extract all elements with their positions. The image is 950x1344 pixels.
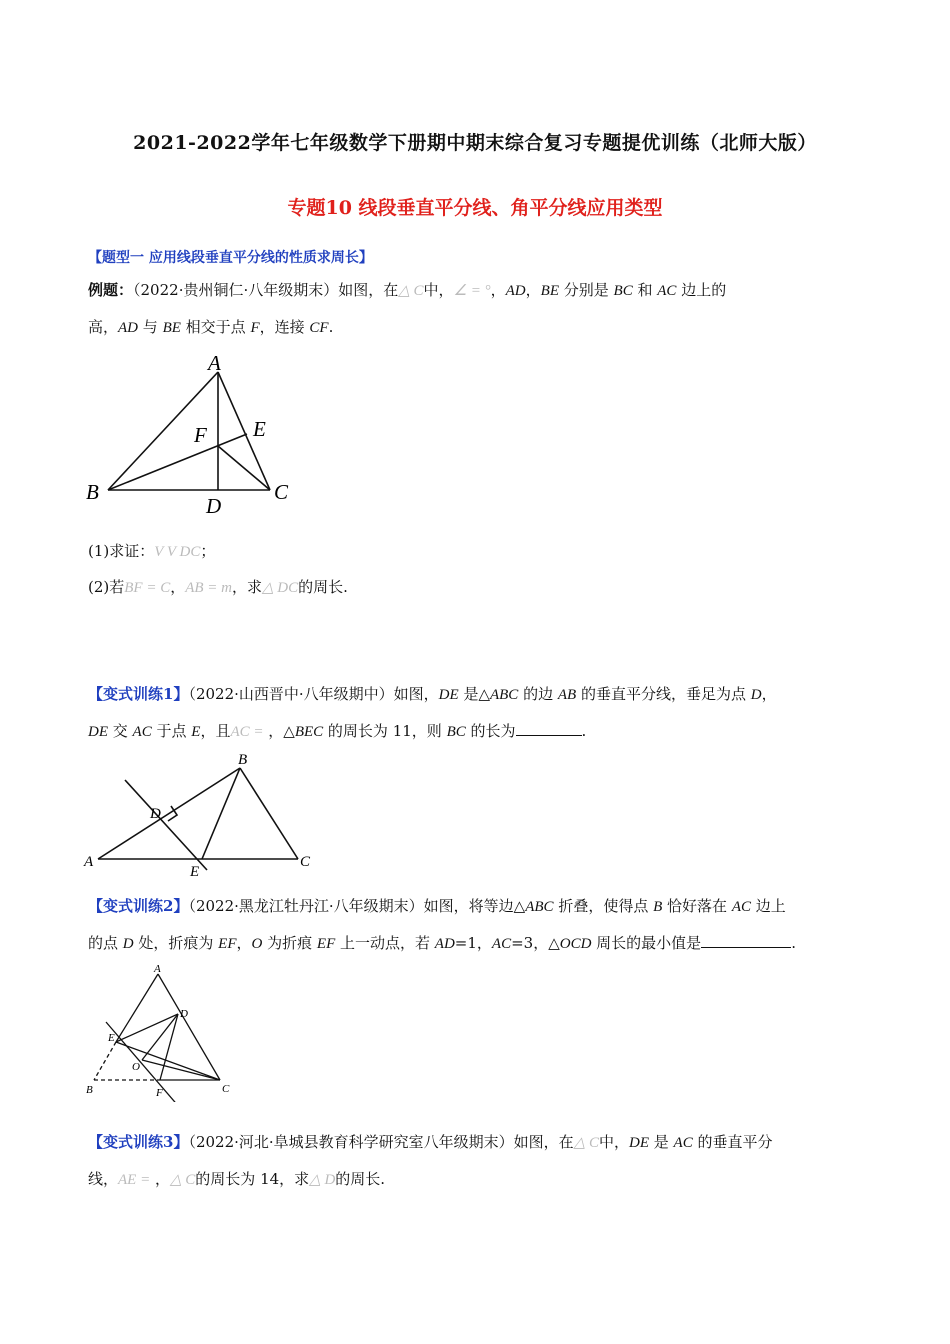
text: 边上 [750, 897, 786, 915]
var: AC [673, 1135, 693, 1151]
text: 的垂直平分 [692, 1133, 773, 1151]
text: 高， [88, 318, 119, 336]
variant-1 [88, 676, 868, 750]
var: B [653, 899, 663, 915]
label-A: A [208, 351, 221, 375]
text: 和 [632, 281, 658, 299]
text: ； [200, 542, 216, 560]
text: 交 [108, 722, 133, 740]
text: . [581, 722, 587, 740]
text: 折叠，使得点 [553, 897, 654, 915]
var: AB [557, 687, 577, 703]
document-title: 2021-2022学年七年级数学下册期中期末综合复习专题提优训练（北师大版） [133, 132, 817, 154]
var: ABC [525, 899, 554, 915]
text: 处，折痕为 [133, 934, 219, 952]
var: DE [438, 687, 459, 703]
var: BEC [294, 724, 324, 740]
faint-formula: V V DC [154, 544, 201, 560]
text: 的垂直平分线，垂足为点 [576, 685, 751, 703]
figure-perpendicular-bisector [80, 748, 320, 878]
text: =3，△ [511, 934, 560, 952]
section-heading-type1: 【题型一 应用线段垂直平分线的性质求周长】 [88, 250, 373, 266]
example-label: 例题： [88, 281, 134, 299]
text: 的周长. [335, 1170, 386, 1188]
question-1 [88, 533, 868, 570]
segment-BE [202, 768, 240, 859]
faint-formula: BF = C [124, 580, 171, 596]
text: 线， [88, 1170, 119, 1188]
document-subtitle: 专题10 线段垂直平分线、角平分线应用类型 [287, 197, 663, 219]
var: D [750, 687, 762, 703]
var: EF [218, 936, 237, 952]
text: 上一动点，若 [335, 934, 435, 952]
text: . [791, 934, 796, 952]
var: BE [540, 283, 559, 299]
question-2 [88, 569, 868, 606]
var: AC [731, 899, 751, 915]
faint-formula: △ D [309, 1172, 336, 1188]
text: ，求 [232, 578, 263, 596]
text: （2022·黑龙江牡丹江·八年级期末）如图，将等边△ [188, 897, 526, 915]
text: ，连接 [259, 318, 310, 336]
label-C: C [300, 854, 311, 870]
label-F: F [194, 423, 207, 447]
example-source: （2022·贵州铜仁·八年级期末）如图，在 [133, 281, 399, 299]
label-F: F [156, 1087, 163, 1099]
var: CF [309, 320, 329, 336]
text: 恰好落在 [662, 897, 732, 915]
text: 的周长为 11，则 [323, 722, 447, 740]
var: O [251, 936, 263, 952]
label-B: B [86, 480, 99, 504]
text: ， [150, 1170, 170, 1188]
var: OCD [559, 936, 592, 952]
segment-EB-dashed [94, 1042, 116, 1080]
var: AD [118, 320, 139, 336]
label-B: B [86, 1084, 93, 1096]
figure-triangle-altitudes [80, 350, 320, 520]
segment-CF [218, 446, 270, 490]
var: AC [491, 936, 512, 952]
faint-formula: △ C [170, 1172, 196, 1188]
label-D: D [150, 806, 161, 822]
text: （2022·河北·阜城县教育科学研究室八年级期末）如图，在 [188, 1133, 574, 1151]
var: AC [132, 724, 152, 740]
text: 是 [648, 1133, 674, 1151]
segment-BE [108, 434, 247, 490]
label-C: C [222, 1083, 230, 1095]
segment-DF [160, 1014, 178, 1080]
text: 的边 [518, 685, 558, 703]
segment-BC [240, 768, 298, 859]
text: 与 [138, 318, 163, 336]
var: AD [434, 936, 455, 952]
text: （2022·山西晋中·八年级期中）如图， [188, 685, 439, 703]
text: ，且 [200, 722, 231, 740]
var: BC [613, 283, 633, 299]
text: 相交于点 [180, 318, 251, 336]
segment-AE [116, 974, 158, 1042]
variant-3 [88, 1124, 868, 1198]
text: ， [525, 281, 541, 299]
variant-label: 【变式训练2】 [88, 897, 189, 915]
text: ， [490, 281, 506, 299]
text: (1)求证： [88, 542, 155, 560]
example-problem [88, 272, 868, 346]
faint-formula: △ DC [262, 580, 299, 596]
text: ， [170, 578, 186, 596]
figure-folded-triangle [80, 962, 250, 1102]
text: 边上的 [676, 281, 727, 299]
faint-formula: AE = [118, 1172, 151, 1188]
variant-2 [88, 888, 868, 962]
label-C: C [274, 480, 289, 504]
text: 分别是 [558, 281, 614, 299]
text: . [328, 318, 334, 336]
perpendicular-bisector-line [125, 780, 207, 870]
variant-label: 【变式训练1】 [88, 685, 189, 703]
text: 中， [423, 281, 454, 299]
label-O: O [132, 1061, 140, 1073]
label-D: D [206, 494, 222, 518]
text: 的周长为 14，求 [195, 1170, 310, 1188]
faint-formula: △ C [398, 283, 424, 299]
text: ， [236, 934, 252, 952]
text: (2)若 [88, 578, 125, 596]
var: D [122, 936, 134, 952]
faint-formula: △ C [573, 1135, 599, 1151]
faint-formula: ∠ = ° [453, 283, 491, 299]
label-E: E [108, 1032, 115, 1044]
answer-blank[interactable] [701, 931, 791, 948]
var: DE [88, 724, 108, 740]
var: BE [162, 320, 181, 336]
var: AD [505, 283, 526, 299]
text: 为折痕 [262, 934, 317, 952]
answer-blank[interactable] [516, 719, 582, 736]
label-E: E [253, 417, 266, 441]
segment-AB [98, 768, 240, 859]
text: 中， [598, 1133, 629, 1151]
faint-formula: AC = [230, 724, 264, 740]
text: 周长的最小值是 [591, 934, 702, 952]
text: ， [761, 685, 777, 703]
faint-formula: AB = m [185, 580, 232, 596]
label-A: A [154, 963, 161, 975]
text: 的周长. [298, 578, 348, 596]
var: E [191, 724, 201, 740]
var: ABC [489, 687, 519, 703]
text: 的长为 [465, 722, 516, 740]
label-D: D [180, 1008, 188, 1020]
label-B: B [238, 752, 248, 768]
text: =1， [454, 934, 492, 952]
var: F [250, 320, 260, 336]
text: 是△ [458, 685, 490, 703]
text: 于点 [151, 722, 192, 740]
var: EF [316, 936, 336, 952]
label-A: A [84, 854, 94, 870]
variant-label: 【变式训练3】 [88, 1133, 189, 1151]
text: ，△ [263, 722, 295, 740]
var: DE [628, 1135, 649, 1151]
label-E: E [190, 864, 200, 878]
var: AC [657, 283, 677, 299]
text: 的点 [88, 934, 123, 952]
var: BC [446, 724, 466, 740]
